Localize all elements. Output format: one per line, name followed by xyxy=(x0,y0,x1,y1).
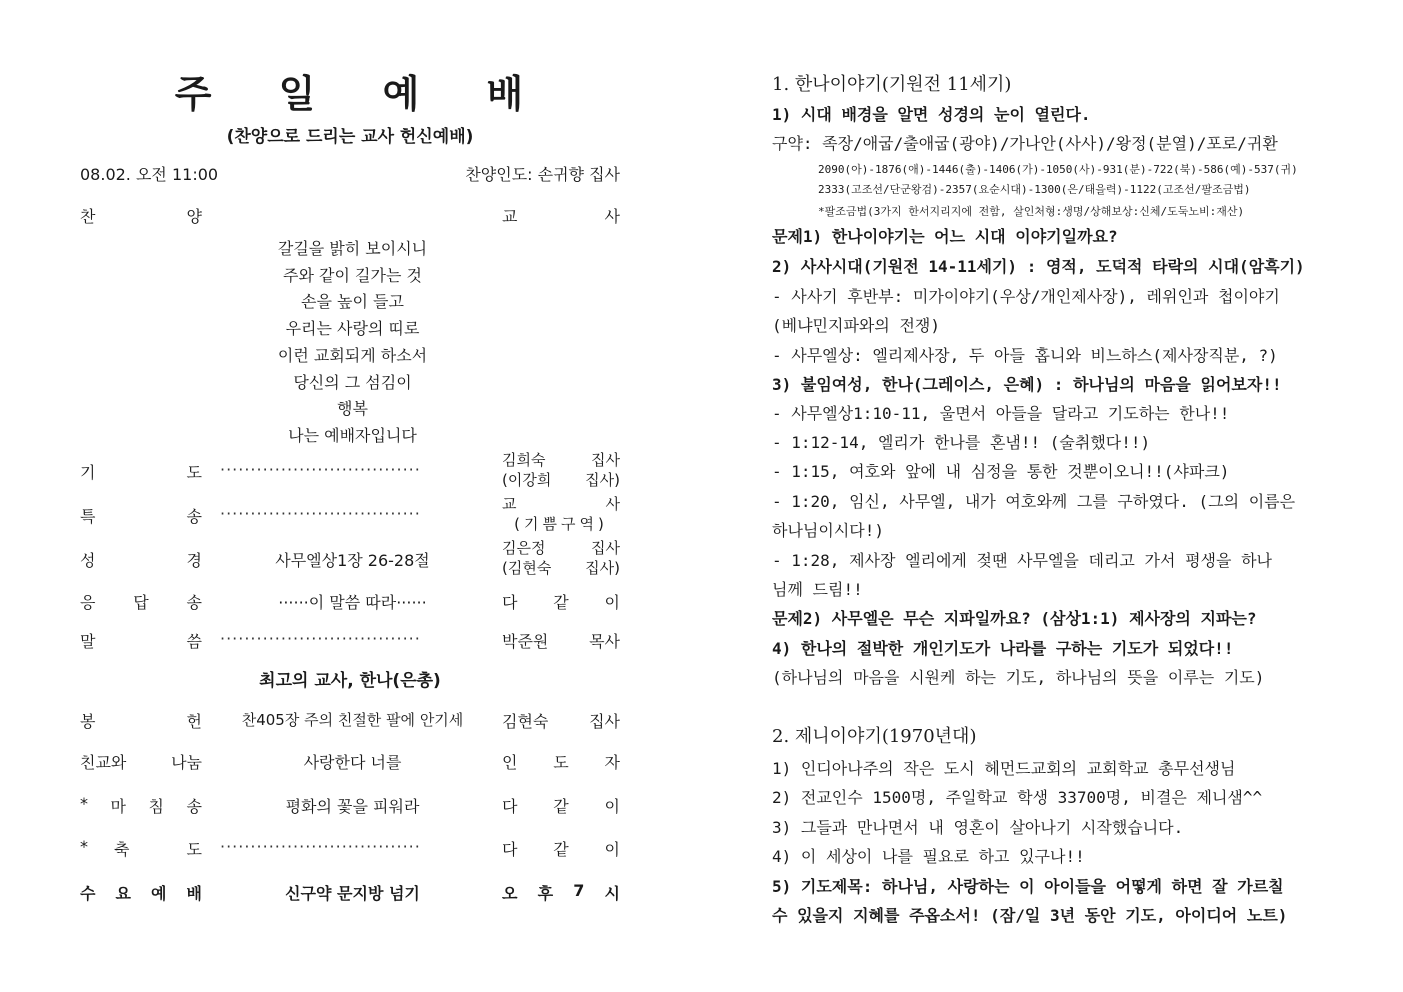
notes-line: 2090(아)-1876(애)-1446(출)-1406(가)-1050(사)-931(분)-722(북)-586(예)-537(귀) xyxy=(818,163,1298,176)
notes-line: 2) 사사시대(기원전 14-11세기) : 영적, 도덕적 타락의 시대(암흑기) xyxy=(772,257,1305,276)
order-label: 봉 헌 xyxy=(80,712,202,731)
page-subtitle: (찬양으로 드리는 교사 헌신예배) xyxy=(226,127,474,147)
service-date: 08.02. 오전 11:00 xyxy=(80,165,219,184)
hymn-item: 손을 높이 들고 xyxy=(301,292,404,312)
notes-line: 4) 한나의 절박한 개인기도가 나라를 구하는 기도가 되었다!! xyxy=(772,639,1234,658)
order-prayer xyxy=(80,451,620,489)
order-offering xyxy=(80,709,620,733)
hymn-item: 갈길을 밝히 보이시니 xyxy=(277,239,428,258)
order-scripture xyxy=(80,539,620,577)
notes-line: - 사무엘상1:10-11, 울면서 아들을 달라고 기도하는 한나!! xyxy=(772,404,1230,423)
dot-leader: ································· xyxy=(220,504,421,523)
hymn-item: 나는 예배자입니다 xyxy=(288,425,417,445)
notes-line: 1) 인디아나주의 작은 도시 헤먼드교회의 교회학교 총무선생님 xyxy=(772,759,1236,778)
offering-hymn: 찬405장 주의 친절한 팔에 안기세 xyxy=(241,711,464,729)
notes-line: - 1:20, 임신, 사무엘, 내가 여호와께 그를 구하였다. (그의 이름은 xyxy=(772,492,1296,511)
order-person: 다 같 이 xyxy=(502,797,620,816)
order-special-song xyxy=(80,495,620,533)
order-label: * 축 도 xyxy=(80,837,202,859)
notes-line: 구약: 족장/애굽/출애굽(광야)/가나안(사사)/왕정(분열)/포로/귀환 xyxy=(772,134,1278,153)
hymn-item: 우리는 사랑의 띠로 xyxy=(285,319,420,339)
notes-line: 5) 기도제목: 하나님, 사랑하는 이 아이들을 어떻게 하면 잘 가르칠 xyxy=(772,877,1284,896)
notes-line: 문제1) 한나이야기는 어느 시대 이야기일까요? xyxy=(772,227,1118,246)
section-heading: 1. 한나이야기(기원전 11세기) xyxy=(772,74,1012,95)
order-person: 다 같 이 xyxy=(502,593,620,612)
notes-line: 님께 드림!! xyxy=(772,580,863,599)
order-person: 인 도 자 xyxy=(502,753,620,772)
notes-line: 2333(고조선/단군왕검)-2357(요순시대)-1300(은/태을력)-1122(고조선/팔조금법) xyxy=(818,183,1251,196)
scripture-text: 사무엘상1장 26-28절 xyxy=(275,551,430,570)
order-person: 오 후 7 시 xyxy=(502,881,620,903)
notes-line: 하나님이시다!) xyxy=(772,521,885,540)
hymn-item: 당신의 그 섬김이 xyxy=(293,372,412,392)
order-person: 다 같 이 xyxy=(502,840,620,859)
notes-line: (베냐민지파와의 전쟁) xyxy=(772,316,941,335)
hymn-list xyxy=(220,236,485,450)
order-person: 교 사 xyxy=(502,207,620,226)
notes-line: (하나님의 마음을 시원케 하는 기도, 하나님의 뜻을 이루는 기도) xyxy=(772,668,1265,687)
dot-leader: ································· xyxy=(220,629,421,648)
order-sermon xyxy=(80,629,620,653)
notes-line: - 1:15, 여호와 앞에 내 심정을 통한 것뿐이오니!!(샤파크) xyxy=(772,462,1230,481)
notes-line: 3) 그들과 만나면서 내 영혼이 살아나기 시작했습니다. xyxy=(772,818,1184,837)
notes-line: 4) 이 세상이 나를 필요로 하고 있구나!! xyxy=(772,847,1085,866)
notes-line: 문제2) 사무엘은 무슨 지파일까요? (삼상1:1) 제사장의 지파는? xyxy=(772,609,1257,628)
order-label: 기 도 xyxy=(80,463,202,482)
notes-line: 수 있을지 지혜를 주옵소서! (잠/일 3년 동안 기도, 아이디어 노트) xyxy=(772,906,1288,925)
wednesday-text: 신구약 문지방 넘기 xyxy=(285,884,420,903)
notes-line: - 사사기 후반부: 미가이야기(우상/개인제사장), 레위인과 첩이야기 xyxy=(772,287,1280,306)
notes-line: - 1:28, 제사장 엘리에게 젖땐 사무엘을 데리고 가서 평생을 하나 xyxy=(772,551,1272,570)
order-response-song xyxy=(80,590,620,614)
order-label: 성 경 xyxy=(80,551,202,570)
order-person: 김희숙 집사 (이강희 집사) xyxy=(502,451,620,489)
order-closing-song xyxy=(80,794,620,818)
service-dateline xyxy=(80,162,620,185)
order-person: 교 사 (기쁨구역) xyxy=(502,495,620,533)
section-heading: 2. 제니이야기(1970년대) xyxy=(772,726,977,747)
closing-song-text: 평화의 꽃을 피워라 xyxy=(285,797,420,816)
order-label: 말 씀 xyxy=(80,632,202,651)
notes-line: 3) 불임여성, 한나(그레이스, 은혜) : 하나님의 마음을 읽어보자!! xyxy=(772,375,1282,394)
sermon-title: 최고의 교사, 한나(은총) xyxy=(259,671,441,691)
response-text: ······이 말씀 따라······ xyxy=(278,593,427,612)
order-label: 특 송 xyxy=(80,507,202,526)
notes-line: - 사무엘상: 엘리제사장, 두 아들 홉니와 비느하스(제사장직분, ?) xyxy=(772,346,1278,365)
order-label: 찬 양 xyxy=(80,207,202,226)
order-person: 김은정 집사 (김현숙 집사) xyxy=(502,539,620,577)
notes-line: - 1:12-14, 엘리가 한나를 혼냄!! (술취했다!!) xyxy=(772,433,1151,452)
order-label: * 마 침 송 xyxy=(80,794,202,816)
notes-line: 1) 시대 배경을 알면 성경의 눈이 열린다. xyxy=(772,105,1091,124)
notes-line: 2) 전교인수 1500명, 주일학교 학생 33700명, 비결은 제니샘^^ xyxy=(772,788,1263,807)
wednesday-service xyxy=(80,881,620,905)
order-fellowship xyxy=(80,750,620,774)
dot-leader: ································· xyxy=(220,837,421,856)
fellowship-text: 사랑한다 너를 xyxy=(303,753,402,772)
order-label: 수 요 예 배 xyxy=(80,884,202,903)
order-label: 응 답 송 xyxy=(80,593,202,612)
order-benediction xyxy=(80,837,620,861)
order-person: 박준원 목사 xyxy=(502,632,620,651)
notes-line: *팔조금법(3가지 한서지리지에 전함, 살인처형:생명/상해보상:신체/도둑노비:재산) xyxy=(818,205,1245,218)
hymn-item: 이런 교회되게 하소서 xyxy=(277,345,428,365)
hymn-item: 행복 xyxy=(337,399,368,419)
order-person: 김현숙 집사 xyxy=(502,712,620,731)
order-label: 친교와 나눔 xyxy=(80,753,202,772)
praise-leader: 찬양인도: 손귀향 집사 xyxy=(465,165,620,184)
dot-leader: ································· xyxy=(220,460,421,479)
order-praise xyxy=(80,204,620,228)
page-title: 주 일 예 배 xyxy=(174,71,526,116)
hymn-item: 주와 같이 길가는 것 xyxy=(283,265,422,285)
